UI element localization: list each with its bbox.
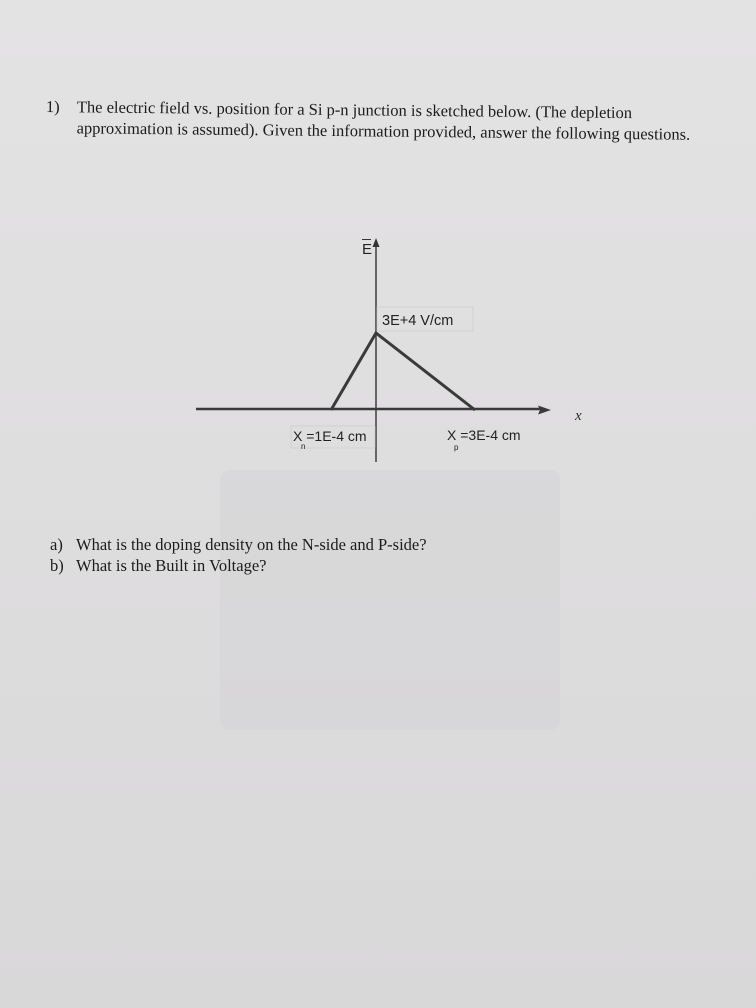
sub-question-letter: b) bbox=[50, 556, 64, 575]
xn-label: X =1E-4 cm bbox=[293, 428, 367, 444]
xp-subscript: p bbox=[454, 443, 459, 452]
x-axis-arrow bbox=[538, 406, 551, 415]
sub-question-letter: a) bbox=[50, 535, 63, 554]
question-text: The electric field vs. position for a Si p-n junction is sketched below. (The depletion approximation is assumed). Given the information provided, answer the following questions. bbox=[76, 97, 691, 144]
background-shadow bbox=[220, 470, 560, 730]
xn-subscript: n bbox=[301, 442, 306, 451]
sub-question-a bbox=[50, 534, 427, 555]
xp-label: X =3E-4 cm bbox=[447, 427, 521, 443]
peak-field-label: 3E+4 V/cm bbox=[382, 313, 454, 329]
sub-question-text: What is the Built in Voltage? bbox=[76, 556, 267, 575]
sub-question-text: What is the doping density on the N-side and P-side? bbox=[76, 535, 427, 554]
xn-label-box bbox=[291, 426, 375, 448]
question-number: 1) bbox=[45, 96, 60, 117]
x-axis-label: x bbox=[575, 408, 582, 424]
question-block bbox=[46, 96, 726, 145]
sub-questions bbox=[50, 534, 427, 576]
peak-label-box bbox=[377, 307, 473, 331]
field-profile bbox=[331, 333, 475, 410]
y-axis-label: E bbox=[362, 241, 373, 258]
y-axis-arrow bbox=[373, 238, 380, 247]
sub-question-b bbox=[50, 555, 427, 576]
